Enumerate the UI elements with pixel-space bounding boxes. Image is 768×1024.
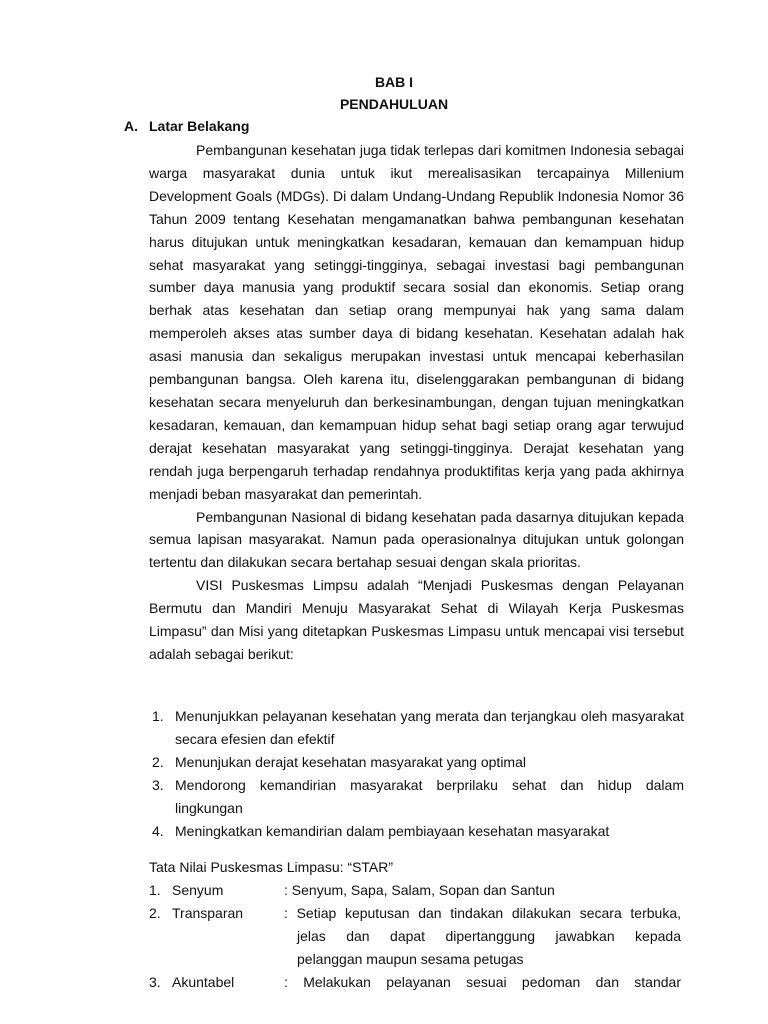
paragraph: VISI Puskesmas Limpsu adalah “Menjadi Puskesmas dengan Pelayanan Bermutu dan Mandiri Menuju Masyarakat Sehat di Wilayah Kerja Puskesmas Limpasu” dan Misi yang ditetapkan Puskesmas Limpasu untuk mencapai visi tersebut adalah sebagai berikut: <box>149 577 684 662</box>
value-item <box>149 879 681 902</box>
value-desc-line: : Melakukan pelayanan sesuai pedoman dan standar <box>284 973 681 990</box>
list-text: Meningkatkan kemandirian dalam pembiayaan kesehatan masyarakat <box>175 822 610 839</box>
section-letter: A. <box>124 118 138 134</box>
value-item <box>149 971 681 994</box>
chapter-title: PENDAHULUAN <box>339 96 449 112</box>
list-text: Menunjukan derajat kesehatan masyarakat yang optimal <box>175 753 526 770</box>
list-item <box>149 820 684 843</box>
value-description <box>284 879 681 902</box>
value-description <box>284 971 681 994</box>
list-number: 1. <box>152 708 164 724</box>
list-text: Menunjukkan pelayanan kesehatan yang merata dan terjangkau oleh masyarakat secara efesien dan efektif <box>175 708 684 747</box>
values-title: Tata Nilai Puskesmas Limpasu: “STAR” <box>149 859 394 875</box>
value-item <box>149 902 681 971</box>
paragraph: Pembangunan Nasional di bidang kesehatan pada dasarnya ditujukan kepada semua lapisan masyarakat. Namun pada operasionalnya ditujukan untuk golongan tertentu dan dilakukan secara bertahap sesuai dengan skala prioritas. <box>149 508 684 571</box>
list-item <box>149 751 684 774</box>
value-desc-line: jelas dan dapat dipertanggung jawabkan kepada <box>297 927 681 944</box>
list-item <box>149 774 684 820</box>
list-number: 2. <box>152 753 164 770</box>
values-list <box>149 879 681 994</box>
section-heading <box>124 118 249 134</box>
paragraph: Pembangunan kesehatan juga tidak terlepas dari komitmen Indonesia sebagai warga masyarakat dunia untuk ikut merealisasikan tercapainya Millenium Development Goals (MDGs). Di dalam Undang-Undang Republik Indonesia Nomor 36 Tahun 2009 tentang Kesehatan mengamanatkan bahwa pembangunan kesehatan harus ditujukan untuk meningkatkan kesadaran, kemauan dan kemampuan hidup sehat masyarakat yang setinggi-tingginya, sebagai investasi bagi pembangunan sumber daya manusia yang produktif secara sosial dan ekonomis. Setiap orang berhak atas kesehatan dan setiap orang mempunyai hak yang sama dalam memperoleh akses atas sumber daya di bidang kesehatan. Kesehatan adalah hak asasi manusia dan sekaligus merupakan investasi untuk mencapai keberhasilan pembangunan bangsa. Oleh karena itu, diselenggarakan pembangunan di bidang kesehatan secara menyeluruh dan berkesinambungan, dengan tujuan meningkatkan kesadaran, kemauan, dan kemampuan hidup sehat bagi setiap orang agar terwujud derajat kesehatan masyarakat yang setinggi-tingginya. Derajat kesehatan yang rendah juga berpengaruh terhadap rendahnya produktifitas kerja yang pada akhirnya menjadi beban masyarakat dan pemerintah. <box>149 142 684 502</box>
chapter-number: BAB I <box>374 74 414 90</box>
list-item <box>149 705 684 751</box>
section-title: Latar Belakang <box>149 118 250 134</box>
list-number: 3. <box>152 776 164 793</box>
value-number: 1. <box>149 882 161 898</box>
value-term: Transparan <box>172 904 244 921</box>
value-term: Akuntabel <box>172 973 235 990</box>
value-desc-line: : Senyum, Sapa, Salam, Sopan dan Santun <box>284 882 555 898</box>
value-number: 2. <box>149 904 161 921</box>
list-text: Mendorong kemandirian masyarakat berprilaku sehat dan hidup dalam lingkungan <box>175 776 684 816</box>
mission-list <box>149 705 684 842</box>
value-number: 3. <box>149 973 161 990</box>
list-number: 4. <box>152 822 164 839</box>
background-paragraphs <box>149 139 684 666</box>
value-description <box>284 902 681 971</box>
value-desc-line: : Setiap keputusan dan tindakan dilakukan secara terbuka, <box>284 904 681 921</box>
value-term: Senyum <box>172 882 224 898</box>
value-desc-line: pelanggan maupun sesama petugas <box>297 950 524 967</box>
